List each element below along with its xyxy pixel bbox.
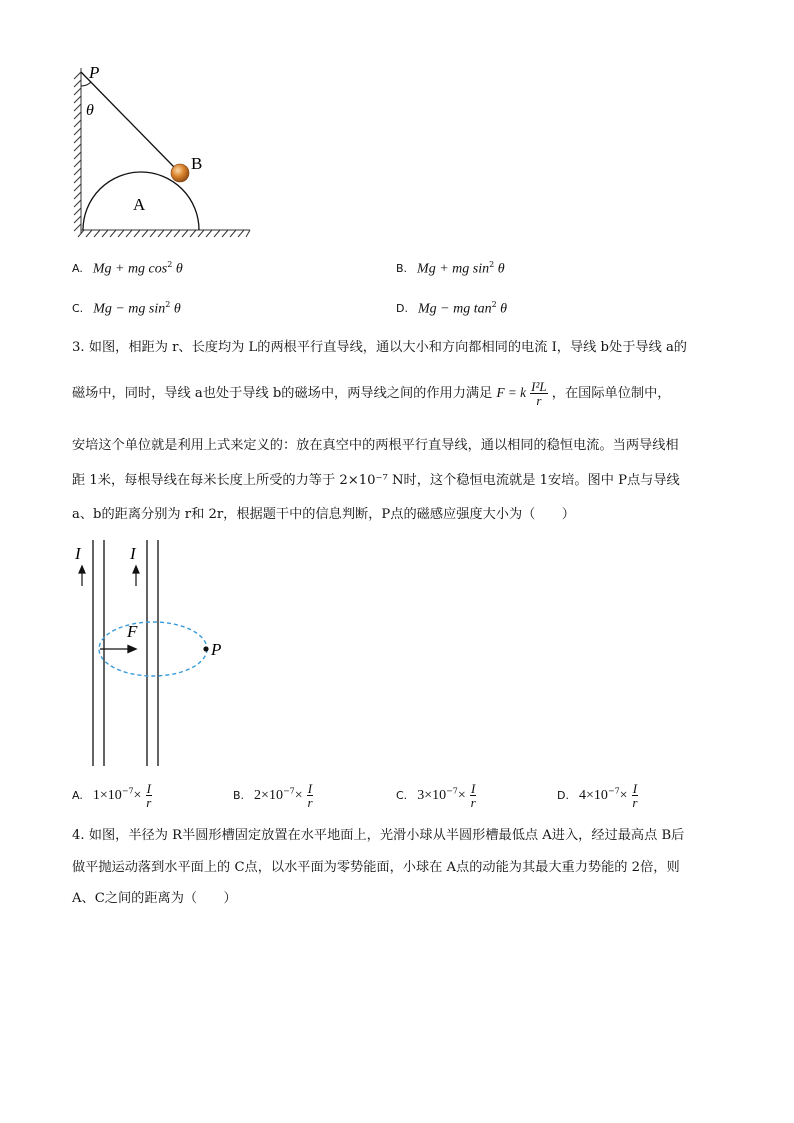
- label-theta: θ: [86, 102, 94, 119]
- label-A: A: [133, 195, 146, 214]
- ball-B: [171, 164, 189, 182]
- force-arrow: [100, 646, 136, 653]
- floor-hatch: [78, 230, 250, 237]
- q3-line-4: 距 1米，每根导线在每米长度上所受的力等于 2×10⁻⁷ N时，这个稳恒电流就是 1安培。图中 P点与导线: [72, 473, 680, 488]
- current-arrow-b: [133, 566, 139, 586]
- figure-parallel-wires: [68, 538, 238, 770]
- q3-option-d[interactable]: D. $4\times 10^{-7}\times$ $\frac{I}{r}$: [557, 781, 638, 810]
- q2-option-b[interactable]: B. Mg + mg $\sin^2 \theta$: [396, 260, 505, 277]
- q3-line-1: 3. 如图，相距为 r、长度均为 L的两根平行直导线，通以大小和方向都相同的电流 I，导线 b处于导线 a的: [72, 340, 687, 355]
- label-P2: P: [211, 640, 222, 659]
- q3-option-c[interactable]: C. $3\times 10^{-7}\times$ $\frac{I}{r}$: [396, 781, 476, 810]
- figure-wall-hemisphere: [60, 58, 260, 248]
- q3-line-5: a、b的距离分别为 r和 2r，根据题干中的信息判断，P点的磁感应强度大小为（ ）: [72, 507, 575, 522]
- q3-option-b[interactable]: B. $2\times 10^{-7}\times$ $\frac{I}{r}$: [233, 781, 313, 810]
- q3-line-3: 安培这个单位就是利用上式来定义的：放在真空中的两根平行直导线，通以相同的稳恒电流。当两导线相: [72, 438, 679, 453]
- q2-option-d[interactable]: D. Mg − mg $\tan^2 \theta$: [396, 300, 508, 317]
- q4-line-2: 做平抛运动落到水平面上的 C点，以水平面为零势能面，小球在 A点的动能为其最大重力势能的 2倍，则: [72, 860, 680, 875]
- formula-fraction: $\frac{\text{I²L}}{r}$: [531, 379, 547, 408]
- q4-line-3: A、C之间的距离为（ ）: [72, 891, 237, 906]
- current-arrow-a: [79, 566, 85, 586]
- rope: [81, 72, 174, 167]
- theta-arc: [81, 82, 91, 86]
- label-B: B: [191, 154, 203, 173]
- q3-line-2: 磁场中，同时，导线 a也处于导线 b的磁场中，两导线之间的作用力满足 F = k $\frac{\text{I²L}}{r}$ ，在国际单位制中，: [72, 379, 671, 408]
- label-P: P: [89, 63, 100, 82]
- label-F: F: [127, 622, 138, 641]
- wall-hatch: [74, 68, 81, 234]
- q3-option-a[interactable]: A. $1\times 10^{-7}\times$ $\frac{I}{r}$: [72, 781, 152, 810]
- q4-line-1: 4. 如图，半径为 R半圆形槽固定放置在水平地面上，光滑小球从半圆形槽最低点 A进入，经过最高点 B后: [72, 828, 685, 843]
- label-I-a: I: [75, 544, 81, 563]
- formula-lhs: F = k: [496, 385, 526, 400]
- label-I-b: I: [130, 544, 136, 563]
- q2-option-c[interactable]: C. Mg − mg $\sin^2 \theta$: [72, 300, 181, 317]
- point-P: [203, 646, 208, 651]
- q2-option-a[interactable]: A. Mg + mg $\cos^2 \theta$: [72, 260, 183, 277]
